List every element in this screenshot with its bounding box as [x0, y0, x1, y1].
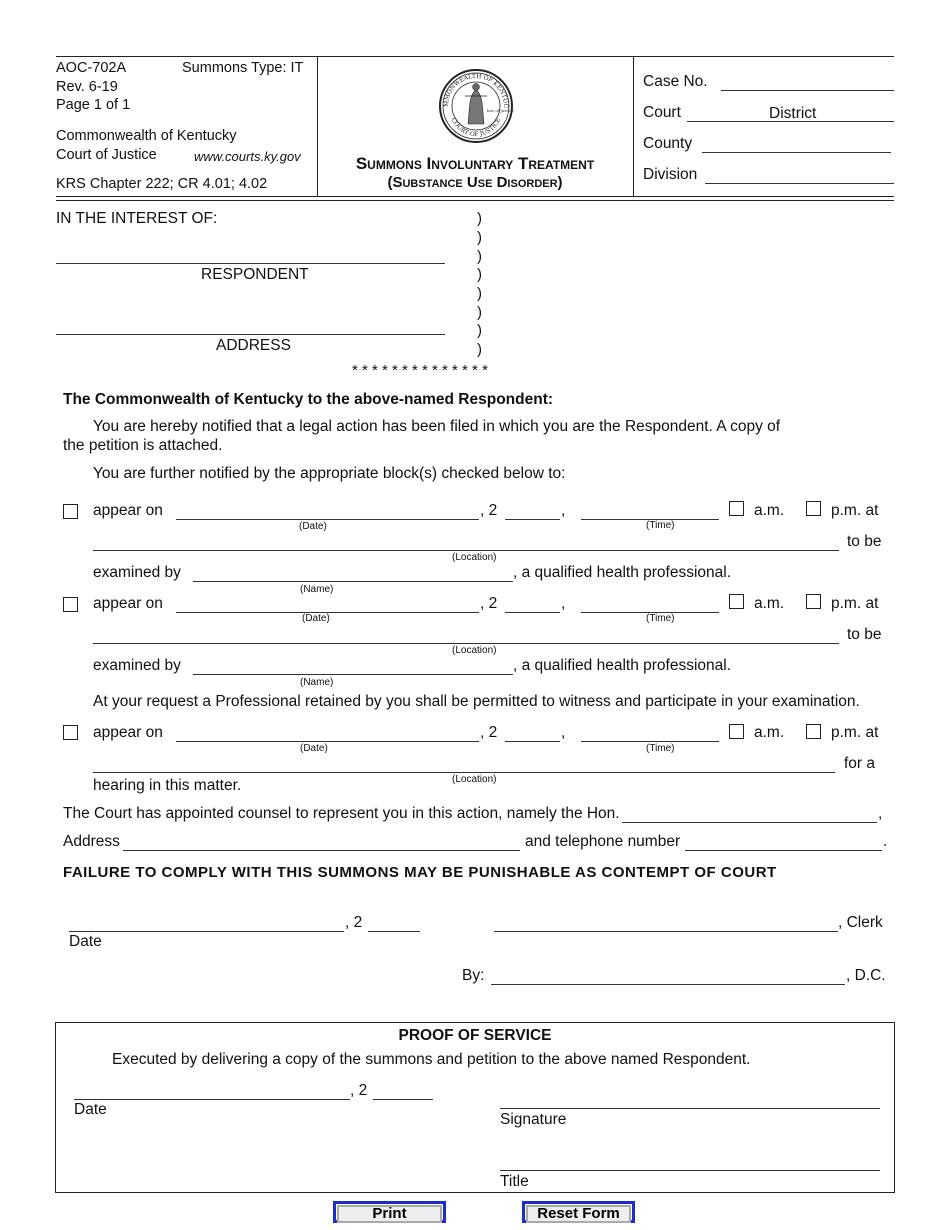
- appear-on-label: appear on: [93, 502, 163, 519]
- court-value: District: [769, 105, 817, 122]
- comma: ,: [878, 805, 883, 822]
- pm-at-label: p.m. at: [831, 724, 879, 741]
- caption-paren: ): [477, 285, 482, 302]
- revision: Rev. 6-19: [56, 79, 118, 95]
- appear-on-label: appear on: [93, 595, 163, 612]
- year-prefix: , 2: [345, 914, 363, 931]
- county-label: County: [643, 135, 693, 152]
- court-seal: [436, 68, 516, 144]
- signature-field[interactable]: [500, 1108, 880, 1109]
- dc-label: , D.C.: [846, 967, 886, 984]
- date-field-3[interactable]: [176, 741, 479, 742]
- service-date-label: Date: [74, 1101, 107, 1118]
- commonwealth-label: Commonwealth of Kentucky: [56, 128, 237, 144]
- year-prefix: , 2: [350, 1082, 368, 1099]
- service-year-field[interactable]: [373, 1099, 433, 1100]
- examiner-name-field-2[interactable]: [193, 674, 513, 675]
- hearing-label: hearing in this matter.: [93, 777, 242, 794]
- court-label: Court: [643, 104, 681, 121]
- counsel-name-field[interactable]: [622, 822, 877, 823]
- name-caption: (Name): [300, 677, 334, 688]
- appear-checkbox-2[interactable]: [63, 597, 78, 612]
- pm-checkbox-3[interactable]: [806, 724, 821, 739]
- time-caption: (Time): [646, 613, 675, 624]
- year-field-2[interactable]: [505, 612, 560, 613]
- year-prefix: , 2: [480, 595, 498, 612]
- date-caption: (Date): [300, 743, 328, 754]
- case-no-label: Case No.: [643, 73, 708, 90]
- service-date-field[interactable]: [74, 1099, 350, 1100]
- division-label: Division: [643, 166, 698, 183]
- case-no-field[interactable]: [721, 90, 894, 91]
- form-title: Summons Involuntary Treatment: [355, 154, 595, 173]
- name-caption: (Name): [300, 584, 334, 595]
- signature-label: Signature: [500, 1111, 567, 1128]
- year-prefix: , 2: [480, 502, 498, 519]
- caption-paren: ): [477, 229, 482, 246]
- caption-paren: ): [477, 322, 482, 339]
- location-field-1[interactable]: [93, 550, 839, 551]
- to-be-label: to be: [847, 533, 882, 550]
- respondent-name-field[interactable]: [56, 263, 445, 264]
- pm-at-label: p.m. at: [831, 502, 879, 519]
- reset-form-button[interactable]: [522, 1201, 635, 1223]
- time-caption: (Time): [646, 743, 675, 754]
- date-label: Date: [69, 933, 102, 950]
- seal-icon: [436, 68, 516, 144]
- telephone-label: and telephone number: [525, 833, 681, 850]
- time-field-3[interactable]: [581, 741, 719, 742]
- print-button[interactable]: [333, 1201, 446, 1223]
- time-caption: (Time): [646, 520, 675, 531]
- location-field-2[interactable]: [93, 643, 839, 644]
- website: www.courts.ky.gov: [194, 149, 301, 164]
- period: .: [883, 833, 888, 850]
- svg-text:COMMONWEALTH OF KENTUCKY: MMONWEALTH OF KENTUC: [442, 72, 510, 109]
- print-button-label: Print: [337, 1205, 442, 1223]
- caption-paren: ): [477, 304, 482, 321]
- clerk-label: , Clerk: [838, 914, 883, 931]
- division-field[interactable]: [705, 183, 894, 184]
- svg-text:law of justice: law of justice: [487, 108, 514, 113]
- caption-paren: ): [477, 266, 482, 283]
- deputy-clerk-field[interactable]: [491, 984, 845, 985]
- notice-further: You are further notified by the appropriate block(s) checked below to:: [93, 465, 566, 482]
- clerk-signature-field[interactable]: [494, 931, 838, 932]
- issue-year-field[interactable]: [368, 931, 420, 932]
- appear-checkbox-3[interactable]: [63, 725, 78, 740]
- appear-checkbox-1[interactable]: [63, 504, 78, 519]
- date-field-1[interactable]: [176, 519, 479, 520]
- in-interest-label: IN THE INTEREST OF:: [56, 210, 218, 227]
- professional-note: At your request a Professional retained by you shall be permitted to witness and participate in your examination.: [93, 693, 860, 710]
- title-field[interactable]: [500, 1170, 880, 1171]
- header-top-rule: [56, 56, 894, 57]
- am-checkbox-2[interactable]: [729, 594, 744, 609]
- svg-text:COURT OF JUSTICE: COURT OF JUSTICE: [449, 116, 503, 139]
- qualified-label: , a qualified health professional.: [513, 564, 732, 581]
- counsel-address-label: Address: [63, 833, 120, 850]
- am-label: a.m.: [754, 502, 785, 519]
- notice-line-1: You are hereby notified that a legal action has been filed in which you are the Respondent. A copy of: [93, 418, 781, 435]
- caption-stars: * * * * * * * * * * * * * *: [352, 362, 488, 379]
- respondent-label: RESPONDENT: [201, 266, 309, 283]
- salutation: The Commonwealth of Kentucky to the above-named Respondent:: [63, 391, 554, 408]
- issue-date-field[interactable]: [69, 931, 344, 932]
- caption-paren: ): [477, 248, 482, 265]
- court-of-justice-label: Court of Justice: [56, 147, 157, 163]
- caption-paren: ): [477, 210, 482, 227]
- pm-checkbox-2[interactable]: [806, 594, 821, 609]
- proof-executed: Executed by delivering a copy of the summons and petition to the above named Respondent.: [112, 1051, 751, 1068]
- failure-warning: FAILURE TO COMPLY WITH THIS SUMMONS MAY BE PUNISHABLE AS CONTEMPT OF COURT: [63, 864, 777, 881]
- county-field[interactable]: [702, 152, 891, 153]
- examined-by-label: examined by: [93, 657, 181, 674]
- year-field-3[interactable]: [505, 741, 560, 742]
- pm-at-label: p.m. at: [831, 595, 879, 612]
- form-id: AOC-702A: [56, 60, 127, 76]
- counsel-label: The Court has appointed counsel to represent you in this action, namely the Hon.: [63, 805, 620, 822]
- notice-line-2: the petition is attached.: [63, 437, 223, 454]
- to-be-label: to be: [847, 626, 882, 643]
- location-caption: (Location): [452, 774, 497, 785]
- location-caption: (Location): [452, 552, 497, 563]
- comma: ,: [561, 724, 566, 741]
- by-label: By:: [462, 967, 485, 984]
- counsel-address-field[interactable]: [123, 850, 520, 851]
- proof-title: PROOF OF SERVICE: [398, 1027, 552, 1044]
- header-bottom-rule-1: [56, 196, 894, 197]
- qualified-label: , a qualified health professional.: [513, 657, 732, 674]
- header-divider-right: [633, 56, 634, 196]
- for-a-label: for a: [844, 755, 876, 772]
- am-label: a.m.: [754, 595, 785, 612]
- respondent-address-field[interactable]: [56, 334, 445, 335]
- examined-by-label: examined by: [93, 564, 181, 581]
- comma: ,: [561, 595, 566, 612]
- am-checkbox-3[interactable]: [729, 724, 744, 739]
- location-field-3[interactable]: [93, 772, 835, 773]
- form-subtitle: (Substance Use Disorder): [387, 174, 563, 191]
- address-label: ADDRESS: [216, 337, 291, 354]
- year-prefix: , 2: [480, 724, 498, 741]
- year-field-1[interactable]: [505, 519, 560, 520]
- appear-on-label: appear on: [93, 724, 163, 741]
- header-bottom-rule-2: [56, 200, 894, 201]
- caption-paren: ): [477, 341, 482, 358]
- pm-checkbox-1[interactable]: [806, 501, 821, 516]
- summons-type: Summons Type: IT: [182, 60, 304, 76]
- am-checkbox-1[interactable]: [729, 501, 744, 516]
- title-label: Title: [500, 1173, 529, 1190]
- date-caption: (Date): [299, 521, 327, 532]
- am-label: a.m.: [754, 724, 785, 741]
- examiner-name-field-1[interactable]: [193, 581, 513, 582]
- comma: ,: [561, 502, 566, 519]
- page-number: Page 1 of 1: [56, 97, 131, 113]
- reset-button-label: Reset Form: [526, 1205, 631, 1223]
- location-caption: (Location): [452, 645, 497, 656]
- statute: KRS Chapter 222; CR 4.01; 4.02: [56, 176, 268, 192]
- date-caption: (Date): [302, 613, 330, 624]
- telephone-field[interactable]: [685, 850, 882, 851]
